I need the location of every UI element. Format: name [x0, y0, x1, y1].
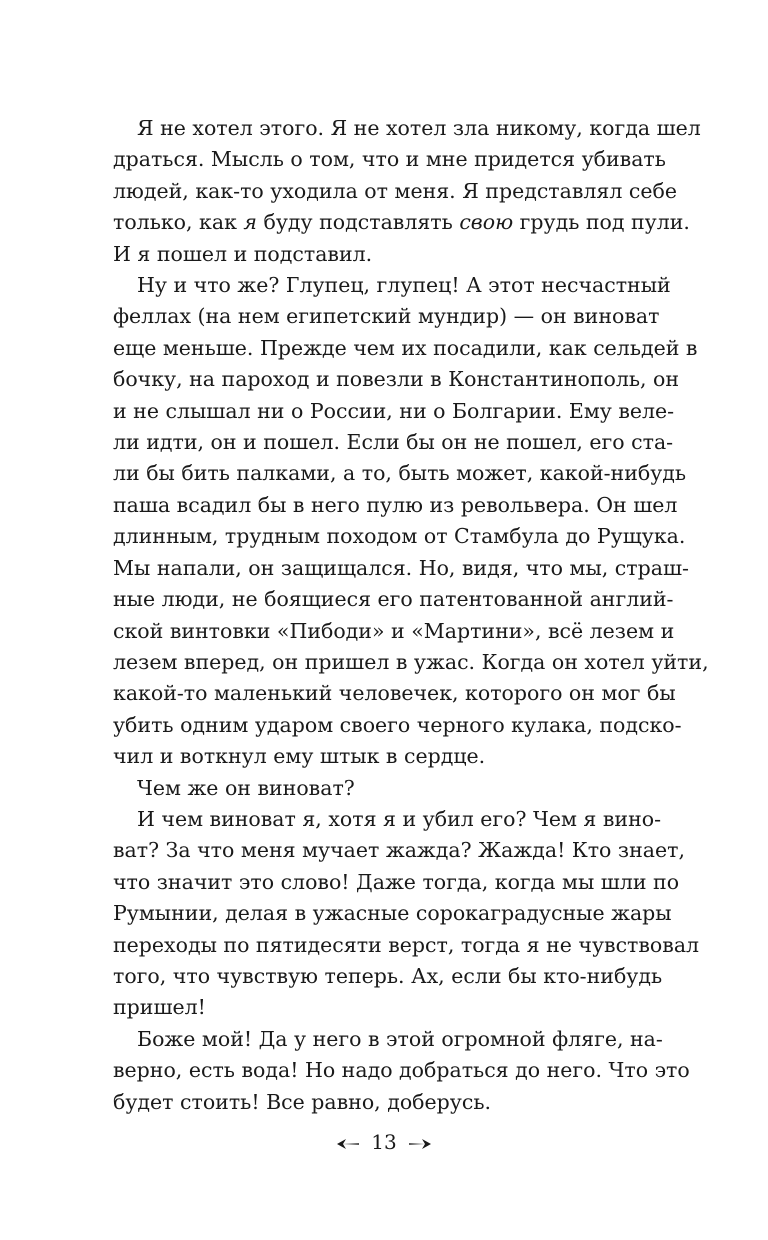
paragraph	[113, 773, 645, 804]
italic-word: я	[243, 210, 257, 235]
text-line: какой-то маленький человечек, которого он мог бы	[113, 681, 676, 706]
text-line: будет стоить! Все равно, доберусь.	[113, 1089, 491, 1114]
text-line: Ну и что же? Глупец, глупец! А этот несчастный	[137, 273, 671, 298]
text-line: И я пошел и подставил.	[113, 241, 373, 266]
right-diamond-ornament-icon	[409, 1138, 431, 1150]
text-segment: буду подставлять	[257, 210, 460, 235]
text-line: Мы напали, он защищался. Но, видя, что мы, страш-	[113, 555, 689, 580]
text-line: Боже мой! Да у него в этой огромной фляге, на-	[137, 1026, 663, 1051]
page-footer	[0, 1130, 768, 1154]
text-line: ные люди, не боящиеся его патентованной англий-	[113, 587, 674, 612]
text-line: убить одним ударом своего черного кулака, подско-	[113, 712, 682, 737]
text-segment: грудь под пули.	[513, 210, 690, 235]
text-line: что значит это слово! Даже тогда, когда мы шли по	[113, 869, 680, 894]
page-number: 13	[371, 1130, 397, 1154]
text-line: ской винтовки «Пибоди» и «Мартини», всё лезем и	[113, 618, 675, 643]
text-line: Я не хотел этого. Я не хотел зла никому, когда шел	[137, 116, 701, 140]
text-line: того, что чувствую теперь. Ах, если бы кто-нибудь	[113, 963, 663, 988]
text-line: ли бы бить палками, а то, быть может, какой-нибудь	[113, 461, 687, 486]
italic-word: свою	[459, 210, 514, 235]
text-line: еще меньше. Прежде чем их посадили, как сельдей в	[113, 335, 698, 360]
text-segment: только, как	[113, 210, 244, 235]
left-diamond-ornament-icon	[337, 1138, 359, 1150]
text-line: переходы по пятидесяти верст, тогда я не чувствовал	[113, 932, 700, 957]
body-text	[113, 113, 709, 1118]
text-line: феллах (на нем египетский мундир) — он виноват	[113, 304, 660, 329]
paragraph	[113, 804, 700, 1024]
text-line: и не слышал ни о России, ни о Болгарии. Ему веле-	[113, 398, 675, 423]
text-line: Чем же он виноват?	[137, 775, 355, 800]
text-line: ли идти, он и пошел. Если бы он не пошел, его ста-	[113, 430, 674, 455]
text-line: длинным, трудным походом от Стамбула до Рущука.	[113, 524, 686, 549]
text-line: верно, есть вода! Но надо добраться до него. Что это	[113, 1058, 690, 1083]
text-line: драться. Мысль о том, что и мне придется убивать	[113, 147, 666, 172]
text-line: пришел!	[113, 995, 206, 1020]
text-line: бочку, на пароход и повезли в Константинополь, он	[113, 367, 680, 392]
text-line: чил и воткнул ему штык в сердце.	[113, 744, 486, 769]
text-line: людей, как-то уходила от меня. Я представлял себе	[113, 178, 677, 203]
paragraph	[113, 1024, 690, 1118]
text-line: лезем вперед, он пришел в ужас. Когда он хотел уйти,	[113, 649, 709, 674]
text-line	[113, 207, 690, 238]
text-line: И чем виноват я, хотя я и убил его? Чем я вино-	[137, 806, 662, 831]
text-line: Румынии, делая в ужасные сорокаградусные жары	[113, 901, 672, 926]
text-line: паша всадил бы в него пулю из револьвера. Он шел	[113, 492, 678, 517]
text-line: ват? За что меня мучает жажда? Жажда! Кто знает,	[113, 838, 685, 863]
paragraph	[113, 113, 701, 270]
paragraph	[113, 270, 709, 773]
